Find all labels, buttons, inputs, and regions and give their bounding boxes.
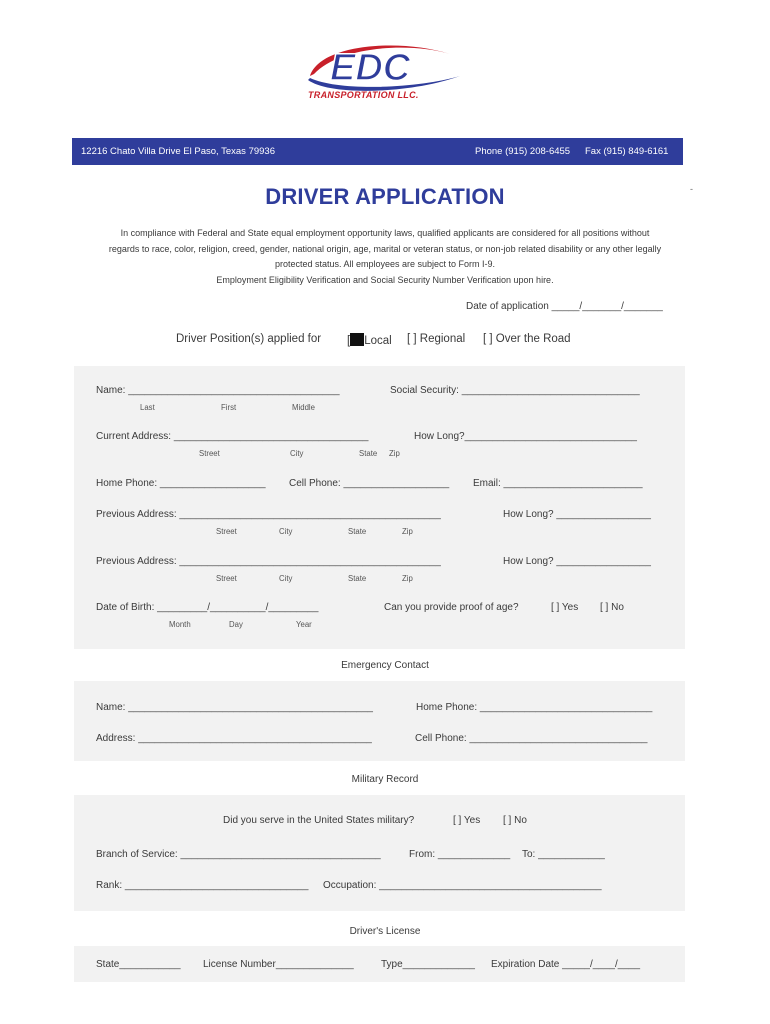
corner-mark: - xyxy=(690,184,693,194)
emergency-contact-panel xyxy=(74,681,685,761)
military-no[interactable]: [ ] No xyxy=(503,815,527,826)
bracket: [ xyxy=(347,335,351,347)
street-caption: Street xyxy=(216,574,237,583)
city-caption: City xyxy=(290,449,304,458)
occupation-field[interactable]: Occupation: ________________________________________ xyxy=(323,880,602,891)
how-long-field[interactable]: How Long?_______________________________ xyxy=(414,431,637,442)
license-number-field[interactable]: License Number______________ xyxy=(203,959,354,970)
home-phone-field[interactable]: Home Phone: ___________________ xyxy=(96,478,266,489)
city-caption: City xyxy=(279,574,293,583)
military-yes[interactable]: [ ] Yes xyxy=(453,815,481,826)
previous-address-field[interactable]: Previous Address: _______________________________________________ xyxy=(96,556,441,567)
email-field[interactable]: Email: _________________________ xyxy=(473,478,643,489)
proof-of-age-no[interactable]: [ ] No xyxy=(600,602,624,613)
ssn-field[interactable]: Social Security: ________________________________ xyxy=(390,385,640,396)
emergency-cell-phone-field[interactable]: Cell Phone: ________________________________ xyxy=(415,733,648,744)
logo-subtitle: TRANSPORTATION LLC. xyxy=(308,90,419,100)
rank-field[interactable]: Rank: _________________________________ xyxy=(96,880,309,891)
date-of-birth-field[interactable]: Date of Birth: _________/__________/_________ xyxy=(96,602,319,613)
how-long-field[interactable]: How Long? _________________ xyxy=(503,509,651,520)
proof-of-age-question: Can you provide proof of age? xyxy=(384,602,519,613)
zip-caption: Zip xyxy=(402,574,413,583)
license-state-field[interactable]: State___________ xyxy=(96,959,181,970)
name-middle-caption: Middle xyxy=(292,403,315,412)
zip-caption: Zip xyxy=(389,449,400,458)
service-to-field[interactable]: To: ____________ xyxy=(522,849,605,860)
intro-line: Employment Eligibility Verification and Social Security Number Verification upon hire. xyxy=(216,274,554,285)
name-last-caption: Last xyxy=(140,403,155,412)
name-field[interactable]: Name: ______________________________________ xyxy=(96,385,340,396)
license-expiration-field[interactable]: Expiration Date _____/____/____ xyxy=(491,959,641,970)
street-caption: Street xyxy=(199,449,220,458)
emergency-home-phone-field[interactable]: Home Phone: _______________________________ xyxy=(416,702,653,713)
emergency-name-field[interactable]: Name: ____________________________________________ xyxy=(96,702,373,713)
military-question: Did you serve in the United States military? xyxy=(223,815,415,826)
previous-address-field[interactable]: Previous Address: _______________________________________________ xyxy=(96,509,441,520)
state-caption: State xyxy=(348,574,367,583)
company-fax: Fax (915) 849-6161 xyxy=(585,146,669,157)
intro-line: In compliance with Federal and State equal employment opportunity laws, qualified applicants are considered for all positions without xyxy=(120,228,650,238)
position-local-option[interactable] xyxy=(347,333,392,347)
military-record-heading: Military Record xyxy=(351,774,419,785)
header-bar xyxy=(72,138,683,165)
year-caption: Year xyxy=(296,620,312,629)
intro-paragraph xyxy=(70,226,700,288)
company-phone: Phone (915) 208-6455 xyxy=(475,146,571,157)
cell-phone-field[interactable]: Cell Phone: ___________________ xyxy=(289,478,450,489)
drivers-license-heading: Driver's License xyxy=(349,926,421,937)
company-logo xyxy=(300,36,470,108)
emergency-address-field[interactable]: Address: __________________________________________ xyxy=(96,733,372,744)
proof-of-age-yes[interactable]: [ ] Yes xyxy=(551,602,579,613)
emergency-contact-heading: Emergency Contact xyxy=(341,660,429,671)
date-of-application-field[interactable]: Date of application _____/_______/_______ xyxy=(466,301,663,312)
position-regional-option[interactable]: [ ] Regional xyxy=(407,333,466,345)
name-first-caption: First xyxy=(221,403,237,412)
city-caption: City xyxy=(279,527,293,536)
day-caption: Day xyxy=(229,620,243,629)
page-title: DRIVER APPLICATION xyxy=(265,184,505,209)
state-caption: State xyxy=(359,449,378,458)
company-address: 12216 Chato Villa Drive El Paso, Texas 79936 xyxy=(81,146,275,157)
street-caption: Street xyxy=(216,527,237,536)
edc-logo-graphic xyxy=(300,36,470,98)
intro-line: regards to race, color, religion, creed, gender, national origin, age, marital or veteran status, or non-job related disability or any other legally xyxy=(108,243,662,254)
current-address-field[interactable]: Current Address: ___________________________________ xyxy=(96,431,369,442)
positions-label: Driver Position(s) applied for xyxy=(176,333,322,345)
zip-caption: Zip xyxy=(402,527,413,536)
how-long-field[interactable]: How Long? _________________ xyxy=(503,556,651,567)
license-type-field[interactable]: Type_____________ xyxy=(381,959,475,970)
intro-line: protected status. All employees are subject to Form I-9. xyxy=(274,259,496,270)
month-caption: Month xyxy=(169,620,191,629)
service-from-field[interactable]: From: _____________ xyxy=(409,849,511,860)
branch-of-service-field[interactable]: Branch of Service: ____________________________________ xyxy=(96,849,381,860)
position-otr-option[interactable]: [ ] Over the Road xyxy=(483,333,571,345)
state-caption: State xyxy=(348,527,367,536)
checked-box-icon xyxy=(350,333,364,346)
logo-letters: EDC xyxy=(330,47,411,89)
position-local-label: Local xyxy=(364,335,392,347)
